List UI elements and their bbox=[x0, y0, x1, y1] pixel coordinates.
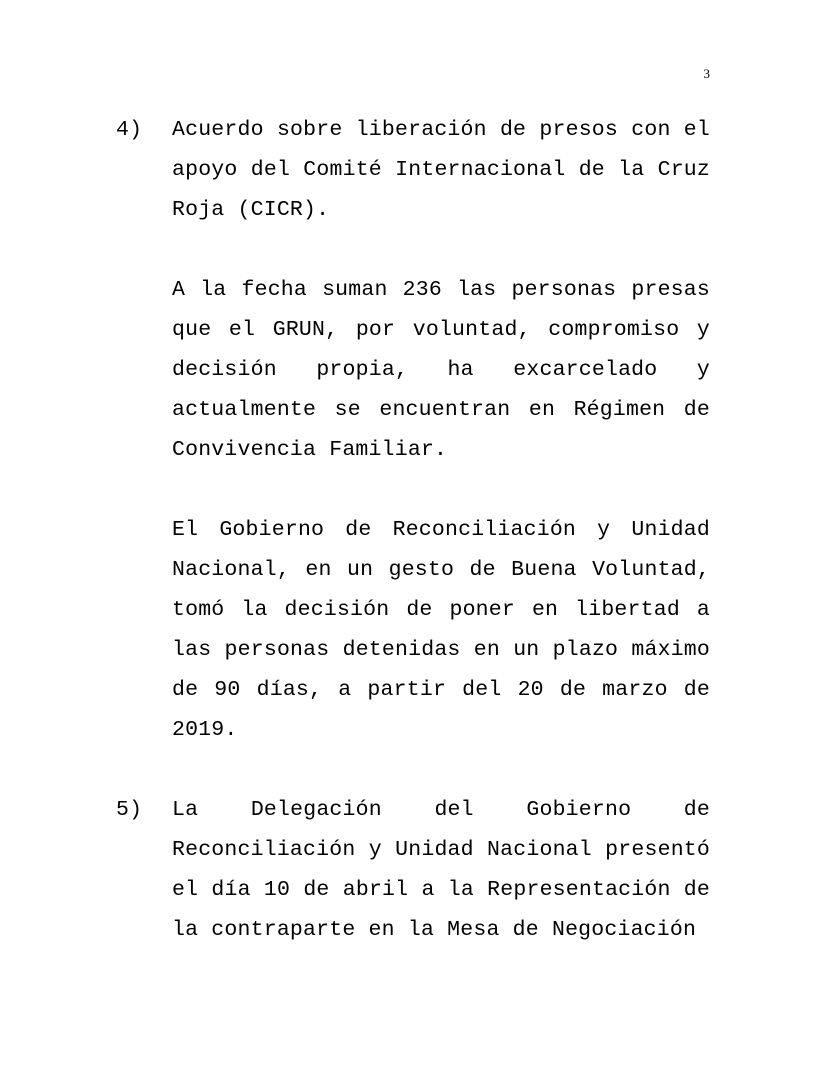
item-4-paragraph-2: A la fecha suman 236 las personas presas que el GRUN, por voluntad, compromiso y decisión propia, ha excarcelado y actualmente se encuentran en Régimen de Convivencia Familiar. bbox=[172, 278, 710, 462]
page-number: 3 bbox=[703, 66, 710, 81]
item-number-4: 4) bbox=[116, 118, 143, 142]
item-number-5: 5) bbox=[116, 798, 143, 822]
item-5-paragraph-1: La Delegación del Gobierno de Reconciliación y Unidad Nacional presentó el día 10 de abril a la Representación de la contraparte en la Mesa de Negociación bbox=[172, 798, 710, 942]
item-4-paragraph-3: El Gobierno de Reconciliación y Unidad Nacional, en un gesto de Buena Voluntad, tomó la decisión de poner en libertad a las personas detenidas en un plazo máximo de 90 días, a partir del 20 de marzo de 2019. bbox=[172, 518, 710, 742]
item-4-paragraph-1: Acuerdo sobre liberación de presos con el apoyo del Comité Internacional de la Cruz Roja (CICR). bbox=[172, 118, 710, 222]
